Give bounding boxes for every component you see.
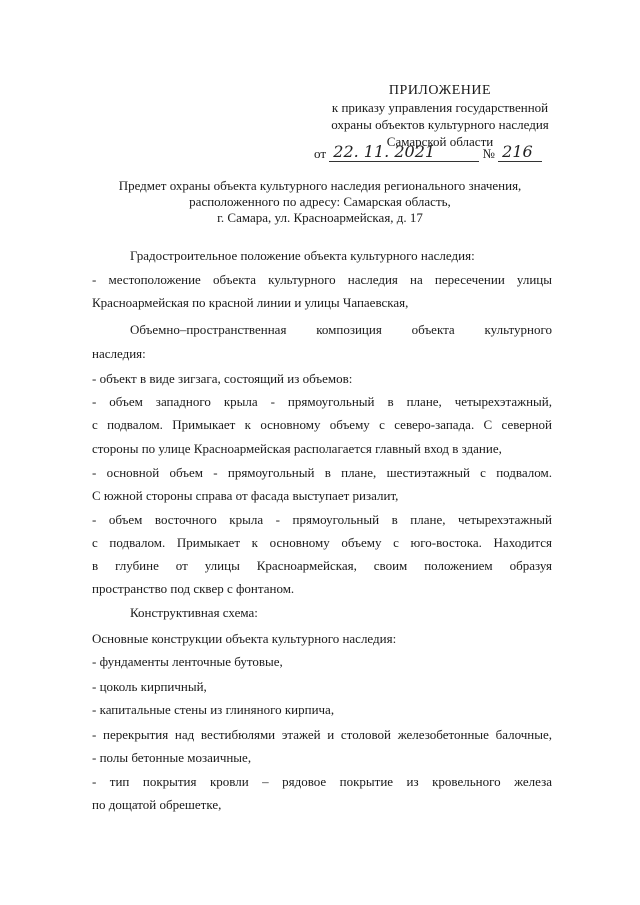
body-line: - объект в виде зигзага, состоящий из объемов: [92,371,353,386]
section-heading: Объемно–пространственная композиция объекта культурного [130,322,552,337]
date-field [329,142,479,162]
list-item: - капитальные стены из глиняного кирпича, [92,702,335,717]
body-line: с подвалом. Примыкает к основному объему с юго-востока. Находится [92,535,552,550]
section-heading: Градостроительное положение объекта культурного наследия: [130,248,475,263]
appendix-header [300,82,580,150]
body-line: с подвалом. Примыкает к основному объему с северо-запада. С северной [92,417,552,432]
body-line: Основные конструкции объекта культурного наследия: [92,631,397,646]
body-line: пространство под сквер с фонтаном. [92,581,295,596]
list-item: по дощатой обрешетке, [92,797,222,812]
body-line: С южной стороны справа от фасада выступает ризалит, [92,488,399,503]
number-label: № [482,146,495,161]
subject-line: расположенного по адресу: Самарская область, [189,194,451,209]
list-item: - цоколь кирпичный, [92,679,207,694]
list-item: - фундаменты ленточные бутовые, [92,654,283,669]
section-heading: Конструктивная схема: [130,605,258,620]
order-date-number [314,142,542,162]
from-label: от [314,146,327,161]
appendix-line: Самарской области [386,134,494,149]
body-line: наследия: [92,346,146,361]
body-line: Красноармейская по красной линии и улицы Чапаевская, [92,295,409,310]
subject-line: Предмет охраны объекта культурного наследия регионального значения, [118,178,522,193]
list-item: - полы бетонные мозаичные, [92,750,252,765]
handwritten-number: 216 [502,142,533,161]
body-line: в глубине от улицы Красноармейская, своим положением образуя [92,558,552,573]
body-line: - объем восточного крыла - прямоугольный в плане, четырехэтажный [92,512,552,527]
subject-line: г. Самара, ул. Красноармейская, д. 17 [217,210,423,225]
handwritten-date: 22. 11. 2021 [333,142,436,161]
appendix-line: к приказу управления государственной [331,100,549,115]
appendix-title: ПРИЛОЖЕНИЕ [388,83,492,98]
list-item: - тип покрытия кровли – рядовое покрытие из кровельного железа [92,774,552,789]
number-field [498,142,542,162]
body-line: стороны по улице Красноармейская располагается главный вход в здание, [92,441,502,456]
list-item: - перекрытия над вестибюлями этажей и столовой железобетонные балочные, [92,727,552,742]
body-line: - основной объем - прямоугольный в плане, шестиэтажный с подвалом. [92,465,552,480]
body-line: - объем западного крыла - прямоугольный в плане, четырехэтажный, [92,394,552,409]
document-subject [60,178,580,226]
body-line: - местоположение объекта культурного наследия на пересечении улицы [92,272,552,287]
appendix-line: охраны объектов культурного наследия [331,117,549,132]
